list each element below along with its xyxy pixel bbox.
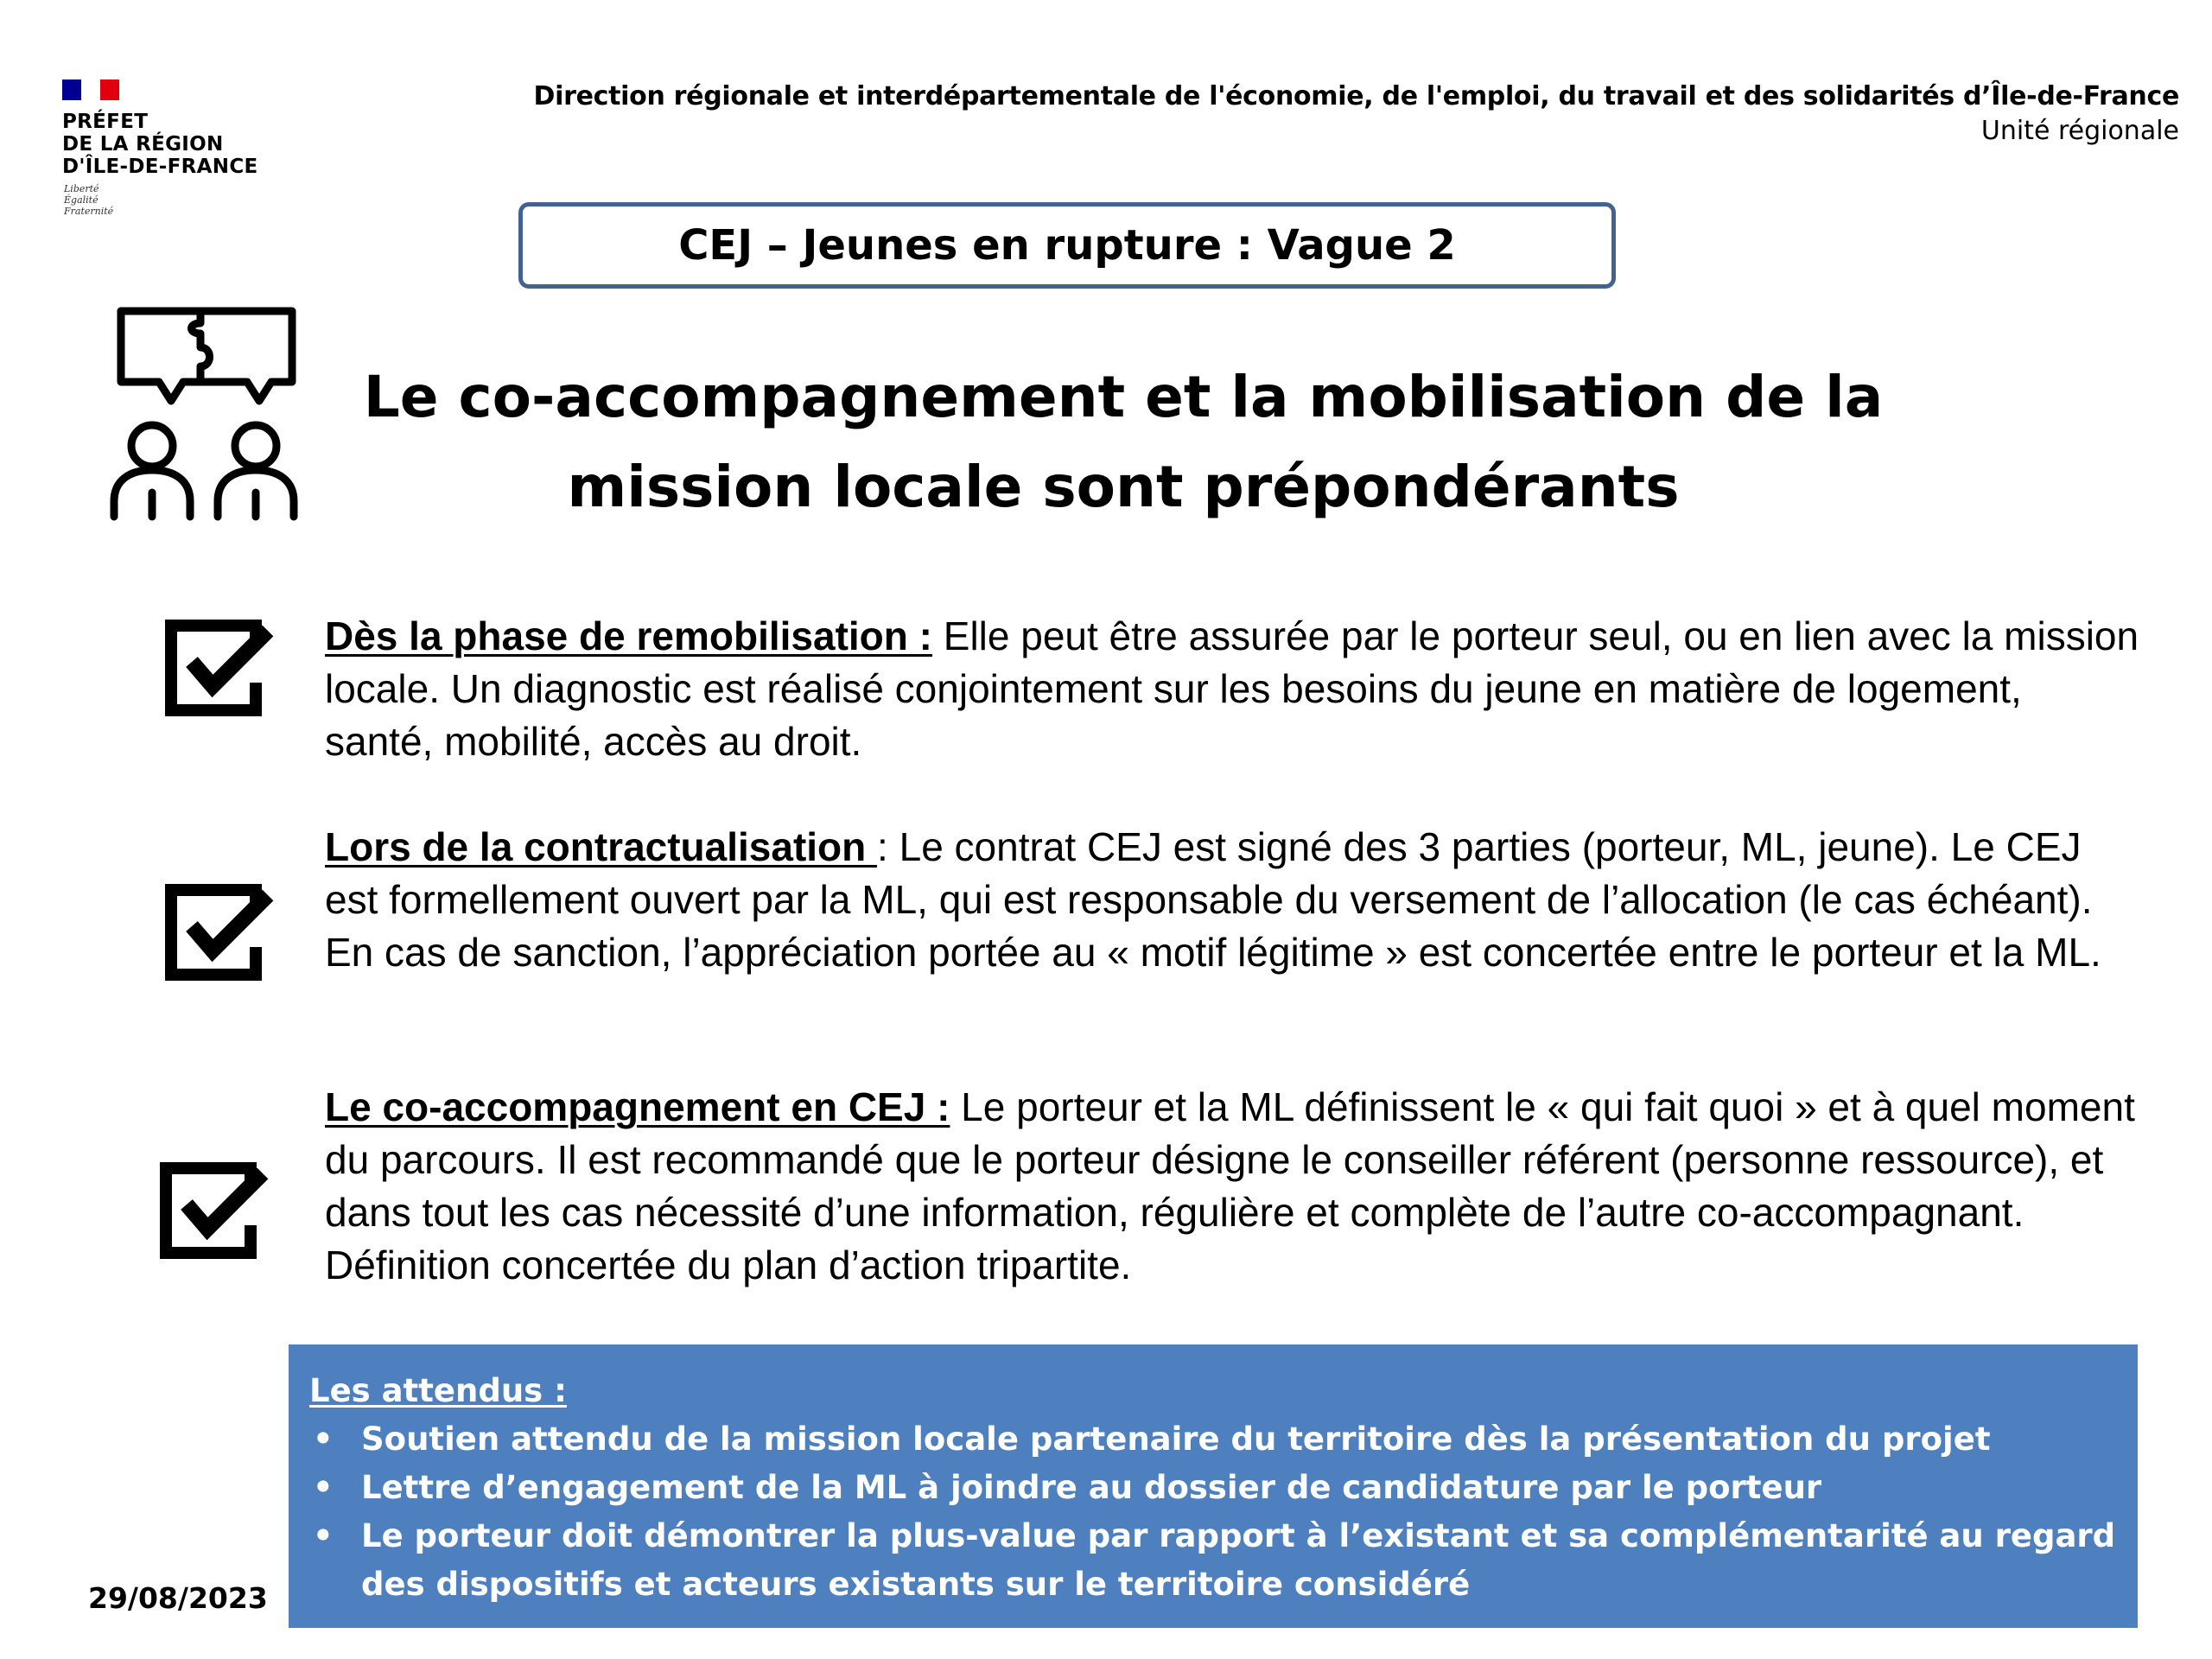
logo-line-2: DE LA RÉGION — [62, 133, 224, 156]
logo-motto — [64, 183, 113, 217]
section-heading: Lors de la contractualisation — [325, 824, 878, 869]
section-contractualisation — [325, 821, 2139, 979]
checked-box-icon — [162, 878, 275, 990]
bullet: • — [313, 1469, 334, 1506]
organization-header — [534, 79, 2179, 149]
bullet: • — [313, 1517, 334, 1554]
list-item — [309, 1512, 2117, 1609]
section-body: : Le contrat CEJ est signé des 3 parties (porteur, ML, jeune). Le CEJ est formellement ouvert par la ML, qui est responsable du versement de l’allocation (le cas échéant). En cas de sanction, l’appréciation portée au « motif légitime » est concertée entre le porteur et la ML. — [325, 824, 2101, 975]
list-item-text: Soutien attendu de la mission locale partenaire du territoire dès la présentation du projet — [361, 1421, 1991, 1458]
list-item — [309, 1464, 2117, 1512]
expectations-box — [289, 1344, 2138, 1628]
list-item-text: Le porteur doit démontrer la plus-value par rapport à l’existant et sa complémentarité au regard des dispositifs et acteurs existants sur le territoire considéré — [361, 1517, 2116, 1603]
puzzle-speech-bubbles-people-icon — [104, 294, 311, 527]
logo-motto-2: Égalité — [64, 194, 99, 206]
title-line-1: Le co-accompagnement et la mobilisation de la — [363, 364, 1884, 430]
expectations-list — [309, 1415, 2117, 1609]
logo-line-1: PRÉFET — [62, 111, 149, 133]
checked-box-icon — [162, 613, 275, 726]
program-banner — [518, 202, 1616, 289]
list-item-text: Lettre d’engagement de la ML à joindre au dossier de candidature par le porteur — [361, 1469, 1822, 1506]
flag-icon — [62, 79, 119, 100]
logo-motto-1: Liberté — [64, 183, 99, 194]
logo-motto-3: Fraternité — [64, 206, 114, 217]
logo-line-3: D'ÎLE-DE-FRANCE — [62, 156, 258, 178]
prefet-logo — [62, 79, 270, 235]
section-body: Elle peut être assurée par le porteur seul, ou en lien avec la mission locale. Un diagnostic est réalisé conjointement sur les besoins du jeune en matière de logement, santé, mobilité, accès au droit. — [325, 613, 2139, 764]
bullet: • — [313, 1421, 334, 1458]
section-remobilisation — [325, 610, 2139, 768]
section-co-accompagnement — [325, 1081, 2139, 1292]
organization-name: Direction régionale et interdépartementale de l'économie, de l'emploi, du travail et des solidarités d’Île-de-France — [533, 81, 2179, 111]
section-heading: Dès la phase de remobilisation : — [325, 613, 932, 658]
section-body: Le porteur et la ML définissent le « qui fait quoi » et à quel moment du parcours. Il est recommandé que le porteur désigne le conseiller référent (personne ressource), et dans tout les cas nécessité d’une information, régulière et complète de l’autre co-accompagnant. Définition concertée du plan d’action tripartite. — [325, 1084, 2135, 1287]
title-line-2: mission locale sont prépondérants — [567, 454, 1680, 520]
section-heading: Le co-accompagnement en CEJ : — [325, 1084, 950, 1129]
page-title — [346, 353, 1901, 532]
banner-label: CEJ – Jeunes en rupture : Vague 2 — [678, 221, 1456, 270]
list-item — [309, 1415, 2117, 1464]
expectations-title: Les attendus : — [309, 1372, 567, 1409]
unit-name: Unité régionale — [1980, 116, 2179, 146]
logo-text — [62, 111, 258, 178]
date-footer: 29/08/2023 — [88, 1581, 268, 1615]
checked-box-icon — [157, 1156, 270, 1268]
